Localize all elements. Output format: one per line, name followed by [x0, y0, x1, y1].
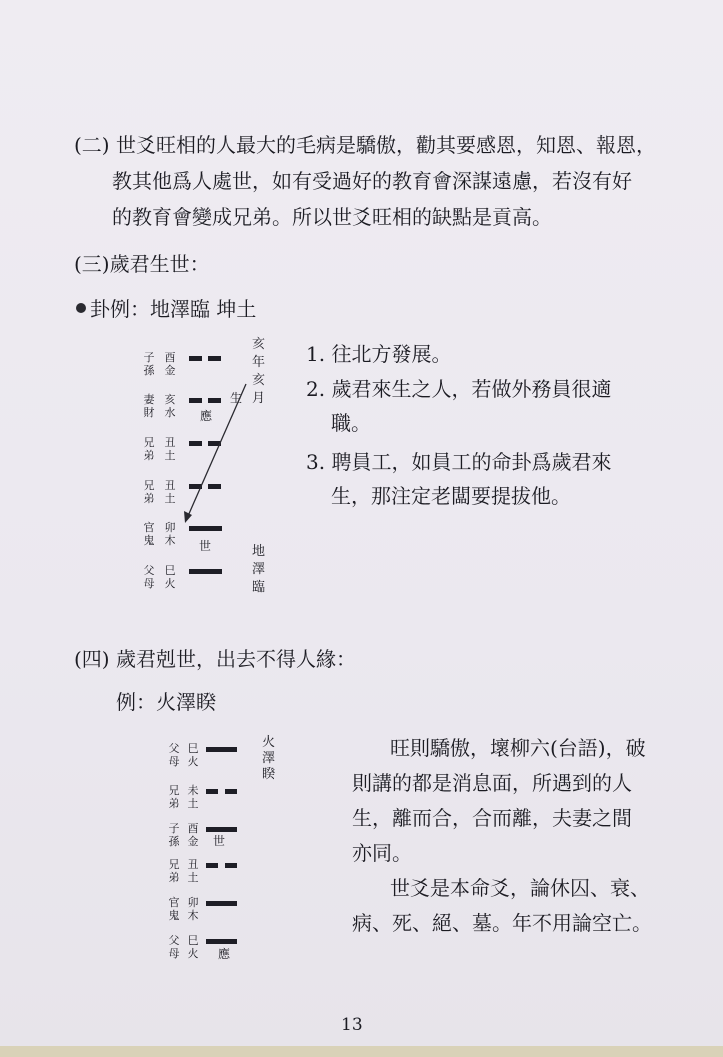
- yin-line: [206, 789, 237, 794]
- line-relation: 官鬼: [143, 521, 155, 547]
- generation-arrow-icon: [180, 380, 250, 525]
- ying-mark: 應: [218, 947, 231, 961]
- line-relation: 父母: [168, 742, 180, 768]
- sec4-example: 例：火澤睽: [116, 690, 216, 714]
- point-3: 3. 聘員工，如員工的命卦爲歲君來: [306, 450, 612, 474]
- point-2-cont: 職。: [331, 411, 371, 435]
- line-element: 丑土: [187, 858, 199, 884]
- line-element: 卯木: [187, 896, 199, 922]
- point-1: 1. 往北方發展。: [306, 342, 452, 366]
- line-element: 亥水: [164, 393, 176, 419]
- gua-name-label: 火澤睽: [262, 735, 276, 782]
- point-2: 2. 歲君來生之人，若做外務員很適: [306, 377, 612, 401]
- yin-line: [206, 863, 237, 868]
- line-element: 巳火: [164, 564, 176, 590]
- sec2-line3: 的教育會變成兄弟。所以世爻旺相的缺點是貢高。: [112, 205, 552, 229]
- year-month-label: 亥年亥月: [252, 337, 266, 406]
- line-relation: 妻財: [143, 393, 155, 419]
- line-relation: 子孫: [143, 351, 155, 377]
- line-relation: 兄弟: [143, 479, 155, 505]
- bullet-icon: [76, 303, 86, 313]
- para-line-2: 則講的都是消息面，所遇到的人: [352, 771, 632, 795]
- shi-mark: 世: [213, 834, 226, 848]
- yang-line: [206, 827, 237, 832]
- sec3-title: (三)歲君生世：: [74, 252, 210, 276]
- para-line-3: 生，離而合，合而離，夫妻之間: [352, 806, 632, 830]
- line-relation: 兄弟: [168, 858, 180, 884]
- arrow-label: 生: [230, 391, 243, 405]
- line-relation: 官鬼: [168, 896, 180, 922]
- yang-line: [206, 939, 237, 944]
- yin-line: [189, 356, 221, 361]
- page-number: 13: [341, 1015, 363, 1035]
- line-relation: 父母: [168, 934, 180, 960]
- line-element: 卯木: [164, 521, 176, 547]
- para-line-1: 旺則驕傲，壞柳六(台語)，破: [390, 736, 646, 760]
- line-element: 未土: [187, 784, 199, 810]
- para-line-5: 世爻是本命爻，論休囚、衰、: [390, 876, 650, 900]
- page-bottom-edge: [0, 1046, 723, 1057]
- sec2-line2: 教其他爲人處世，如有受過好的教育會深謀遠慮，若沒有好: [112, 169, 632, 193]
- shi-mark: 世: [199, 539, 212, 553]
- line-element: 丑土: [164, 479, 176, 505]
- yang-line: [189, 569, 222, 574]
- line-relation: 父母: [143, 564, 155, 590]
- line-relation: 子孫: [168, 822, 180, 848]
- sec3-example: 卦例：地澤臨 坤土: [90, 297, 257, 321]
- sec4-title: (四) 歲君剋世，出去不得人緣：: [74, 647, 356, 671]
- gua-name-label: 地澤臨: [252, 544, 266, 595]
- line-element: 丑土: [164, 436, 176, 462]
- yang-line: [189, 526, 222, 531]
- sec2-line1: (二) 世爻旺相的人最大的毛病是驕傲，勸其要感恩，知恩、報恩，: [74, 133, 656, 157]
- line-element: 巳火: [187, 934, 199, 960]
- para-line-4: 亦同。: [352, 841, 412, 865]
- yang-line: [206, 747, 237, 752]
- line-element: 酉金: [187, 822, 199, 848]
- yang-line: [206, 901, 237, 906]
- line-element: 巳火: [187, 742, 199, 768]
- ying-mark: 應: [200, 409, 213, 423]
- para-line-6: 病、死、絕、墓。年不用論空亡。: [352, 911, 652, 935]
- line-element: 酉金: [164, 351, 176, 377]
- line-relation: 兄弟: [143, 436, 155, 462]
- point-3-cont: 生，那注定老闆要提拔他。: [331, 484, 571, 508]
- line-relation: 兄弟: [168, 784, 180, 810]
